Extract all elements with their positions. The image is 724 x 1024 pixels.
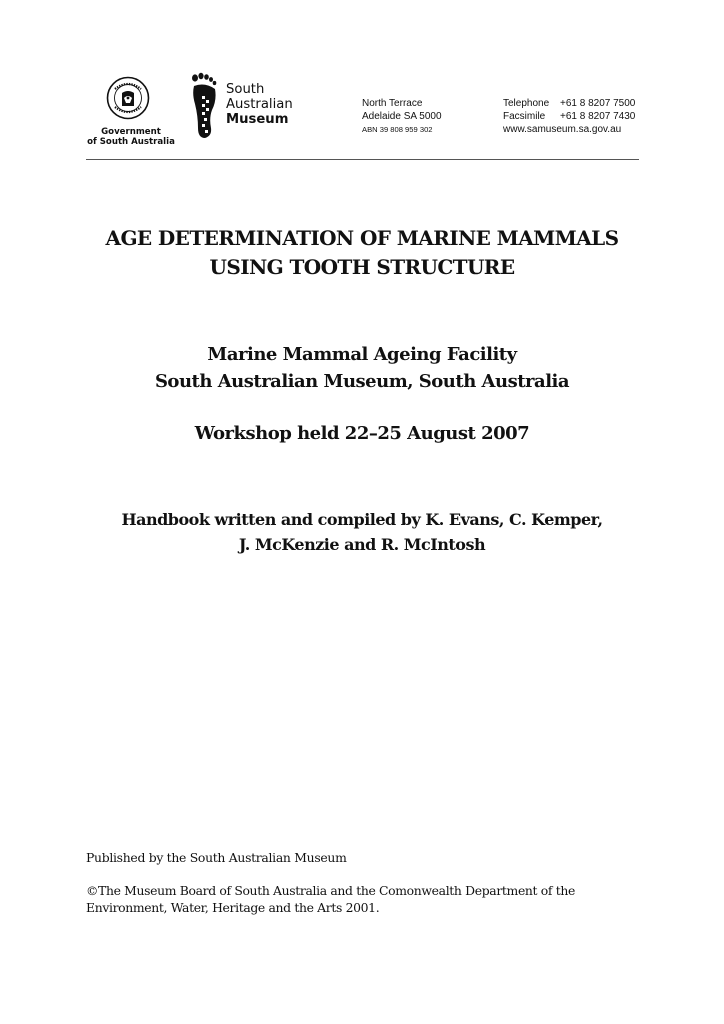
facsimile-number: +61 8 8207 7430 [560, 111, 636, 122]
letterhead [86, 70, 639, 160]
document-title [40, 224, 684, 282]
contact-details [503, 97, 635, 136]
copyright-notice [86, 882, 646, 916]
publisher-statement: Published by the South Australian Museum [86, 850, 347, 865]
government-label: Government [101, 127, 161, 137]
workshop-dates: Workshop held 22–25 August 2007 [194, 423, 530, 444]
title-line-2: USING TOOTH STRUCTURE [209, 255, 515, 279]
telephone-row [503, 97, 635, 110]
address-street: North Terrace [362, 98, 423, 109]
title-line-1: AGE DETERMINATION OF MARINE MAMMALS [105, 226, 619, 250]
address-city: Adelaide SA 5000 [362, 111, 442, 122]
south-australia-seal-icon [106, 76, 150, 120]
facsimile-row [503, 110, 635, 123]
of-south-australia-label: of South Australia [87, 137, 175, 147]
facility-location: South Australian Museum, South Australia [154, 371, 570, 392]
footprint-icon [190, 72, 220, 140]
authors-line-1: Handbook written and compiled by K. Evans, C. Kemper, [121, 510, 603, 529]
telephone-label: Telephone [503, 98, 550, 109]
postal-address [362, 97, 442, 136]
handbook-authors [40, 507, 684, 557]
website-link[interactable]: www.samuseum.sa.gov.au [503, 124, 622, 135]
header-divider [86, 159, 639, 160]
museum-name-line1: South [226, 82, 265, 97]
telephone-number: +61 8 8207 7500 [560, 98, 636, 109]
copyright-line-1: ©The Museum Board of South Australia and the Comonwealth Department of the [86, 883, 575, 898]
facility-subtitle [40, 341, 684, 395]
government-of-south-australia-logo [86, 76, 176, 146]
authors-line-2: J. McKenzie and R. McIntosh [238, 535, 486, 554]
museum-name-line2: Australian [226, 97, 293, 112]
museum-name-line3: Museum [226, 112, 289, 127]
facsimile-label: Facsimile [503, 111, 546, 122]
copyright-line-2: Environment, Water, Heritage and the Arts 2001. [86, 900, 380, 915]
facility-name: Marine Mammal Ageing Facility [207, 344, 517, 365]
abn-number: ABN 39 808 959 302 [362, 125, 433, 134]
south-australian-museum-logo [190, 72, 330, 142]
